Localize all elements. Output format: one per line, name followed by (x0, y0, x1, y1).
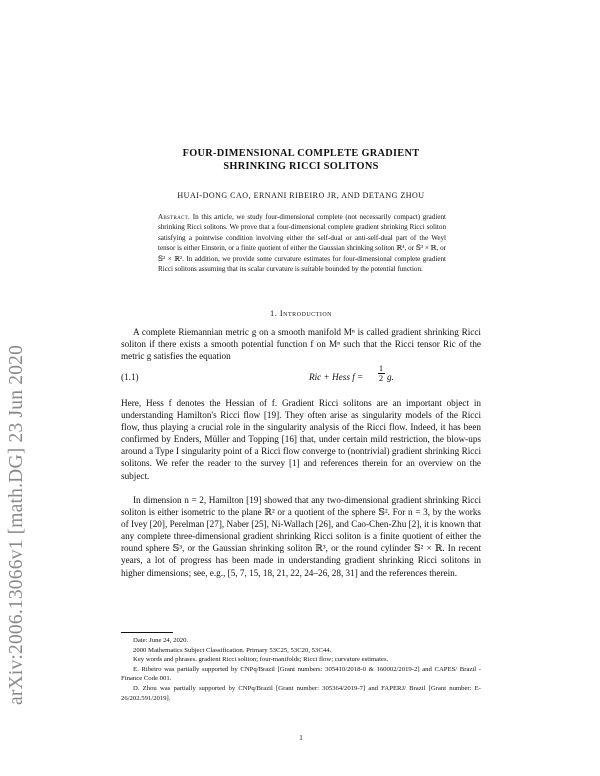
section-title: Introduction (279, 309, 332, 318)
section-heading-introduction (121, 309, 481, 318)
equation-rhs: g. (387, 372, 394, 382)
footnote-date: Date: June 24, 2020. (133, 637, 189, 644)
section-number: 1. (270, 309, 278, 318)
paper-title-line-1: FOUR-DIMENSIONAL COMPLETE GRADIENT (182, 148, 420, 159)
arxiv-identifier-stamp: arXiv:2006.13066v1 [math.DG] 23 Jun 2020 (6, 344, 27, 705)
paper-title-line-2: SHRINKING RICCI SOLITONS (223, 161, 379, 172)
footnote-ribeiro-funding: E. Ribeiro was partially supported by CNPq/Brazil [Grant numbers: 305410/2018-0 & 160002/2019-2] and CAPES/ Brazil - Finance Code 001. (121, 665, 481, 683)
page-number: 1 (299, 734, 303, 742)
author-list: HUAI-DONG CAO, ERNANI RIBEIRO JR, AND DETANG ZHOU (177, 191, 425, 200)
fraction-numerator: 1 (378, 363, 384, 373)
abstract (158, 212, 446, 274)
footnotes (121, 636, 481, 703)
footnote-msc: 2000 Mathematics Subject Classification. Primary 53C25, 53C20, 53C44. (133, 646, 332, 654)
abstract-label: Abstract. (158, 213, 191, 221)
intro-paragraph-2: Here, Hess f denotes the Hessian of f. Gradient Ricci solitons are an important object in understanding Hamilton's Ricci flow [19]. They often arise as singularity models of the Ricci flow, thus playing a crucial role in the singularity analysis of the Ricci flow. Indeed, it has been confirmed by Enders, Müller and Topping [16] that, under certain mild restriction, the blow-ups around a Type I singularity point of a Ricci flow converge to (nontrivial) gradient shrinking Ricci solitons. We refer the reader to the survey [1] and references therein for an overview on the subject. (121, 398, 481, 481)
equation-number: (1.1) (121, 372, 139, 382)
footnote-zhou-funding: D. Zhou was partially supported by CNPq/Brazil [Grant number: 305364/2019-7] and FAPERJ/ Brazil [Grant number: E-26/202.591/2019]. (121, 684, 481, 702)
intro-paragraph-3: In dimension n = 2, Hamilton [19] showed that any two-dimensional gradient shrinking Ricci soliton is either isometric to the plane ℝ² or a quotient of the sphere 𝕊². For n = 3, by the works of Ivey [20], Perelman [27], Naber [25], Ni-Wallach [26], and Cao-Chen-Zhu [2], it is known that any complete three-dimensional gradient shrinking Ricci soliton is a finite quotient of either the round sphere 𝕊³, or the Gaussian shrinking soliton ℝ³, or the round cylinder 𝕊² × ℝ. In recent years, a lot of progress has been made in understanding gradient shrinking Ricci solitons in higher dimensions; see, e.g., [5, 7, 15, 18, 21, 22, 24–26, 28, 31] and the references therein. (121, 495, 481, 578)
footnote-divider (121, 632, 173, 633)
abstract-text: In this article, we study four-dimensional complete (not necessarily compact) gradient shrinking Ricci solitons. We prove that a four-dimensional complete gradient shrinking Ricci soliton satisfying a pointwise condition involving either the self-dual or anti-self-dual part of the Weyl tensor is either Einstein, or a finite quotient of either the Gaussian shrinking soliton ℝ⁴, or 𝕊³ × ℝ, or 𝕊² × ℝ². In addition, we provide some curvature estimates for four-dimensional complete gradient Ricci solitons assuming that its scalar curvature is suitable bounded by the potential function. (158, 213, 446, 274)
intro-paragraph-1: A complete Riemannian metric g on a smooth manifold Mⁿ is called gradient shrinking Ricci soliton if there exists a smooth potential function f on Mⁿ such that the Ricci tensor Ric of the metric g satisfies the equation (121, 327, 481, 362)
equation-1-1 (121, 363, 481, 390)
equation-lhs: Ric + Hess f = (309, 372, 364, 382)
footnote-keywords: Key words and phrases. gradient Ricci soliton; four-manifolds; Ricci flow; curvature estimates. (133, 656, 389, 664)
equation-fraction (377, 364, 385, 383)
fraction-denominator: 2 (378, 373, 384, 383)
